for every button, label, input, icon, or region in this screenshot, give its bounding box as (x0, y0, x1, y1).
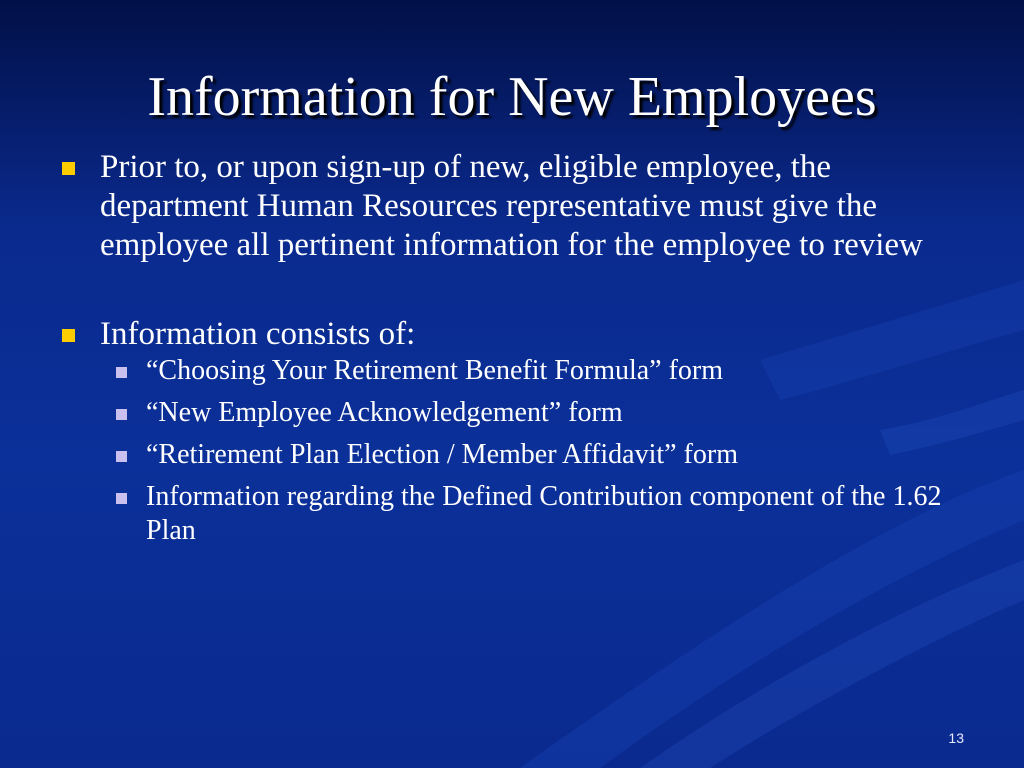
square-sub-bullet-icon (116, 367, 127, 378)
sub-bullet-list (62, 354, 962, 548)
square-sub-bullet-icon (116, 451, 127, 462)
slide-body (62, 148, 962, 556)
bullet-item (62, 315, 962, 354)
square-bullet-icon (62, 329, 75, 342)
bullet-item (62, 148, 962, 265)
sub-bullet-item (110, 354, 962, 388)
sub-bullet-text: Information regarding the Defined Contribution component of the 1.62 Plan (146, 481, 942, 546)
sub-bullet-text: “Choosing Your Retirement Benefit Formula” form (146, 355, 724, 386)
bullet-text: Prior to, or upon sign-up of new, eligible employee, the department Human Resources representative must give the employee all pertinent information for the employee to review (100, 149, 923, 263)
spacer (62, 265, 962, 315)
square-sub-bullet-icon (116, 493, 127, 504)
sub-bullet-text: “New Employee Acknowledgement” form (146, 397, 623, 428)
sub-bullet-text: “Retirement Plan Election / Member Affidavit” form (146, 439, 738, 470)
sub-bullet-item (110, 396, 962, 430)
slide-title: Information for New Employees (147, 66, 877, 128)
slide-page-number: 13 (948, 730, 964, 746)
sub-bullet-item (110, 438, 962, 472)
sub-bullet-item (110, 480, 962, 548)
bullet-text: Information consists of: (100, 316, 416, 352)
square-bullet-icon (62, 162, 75, 175)
square-sub-bullet-icon (116, 409, 127, 420)
